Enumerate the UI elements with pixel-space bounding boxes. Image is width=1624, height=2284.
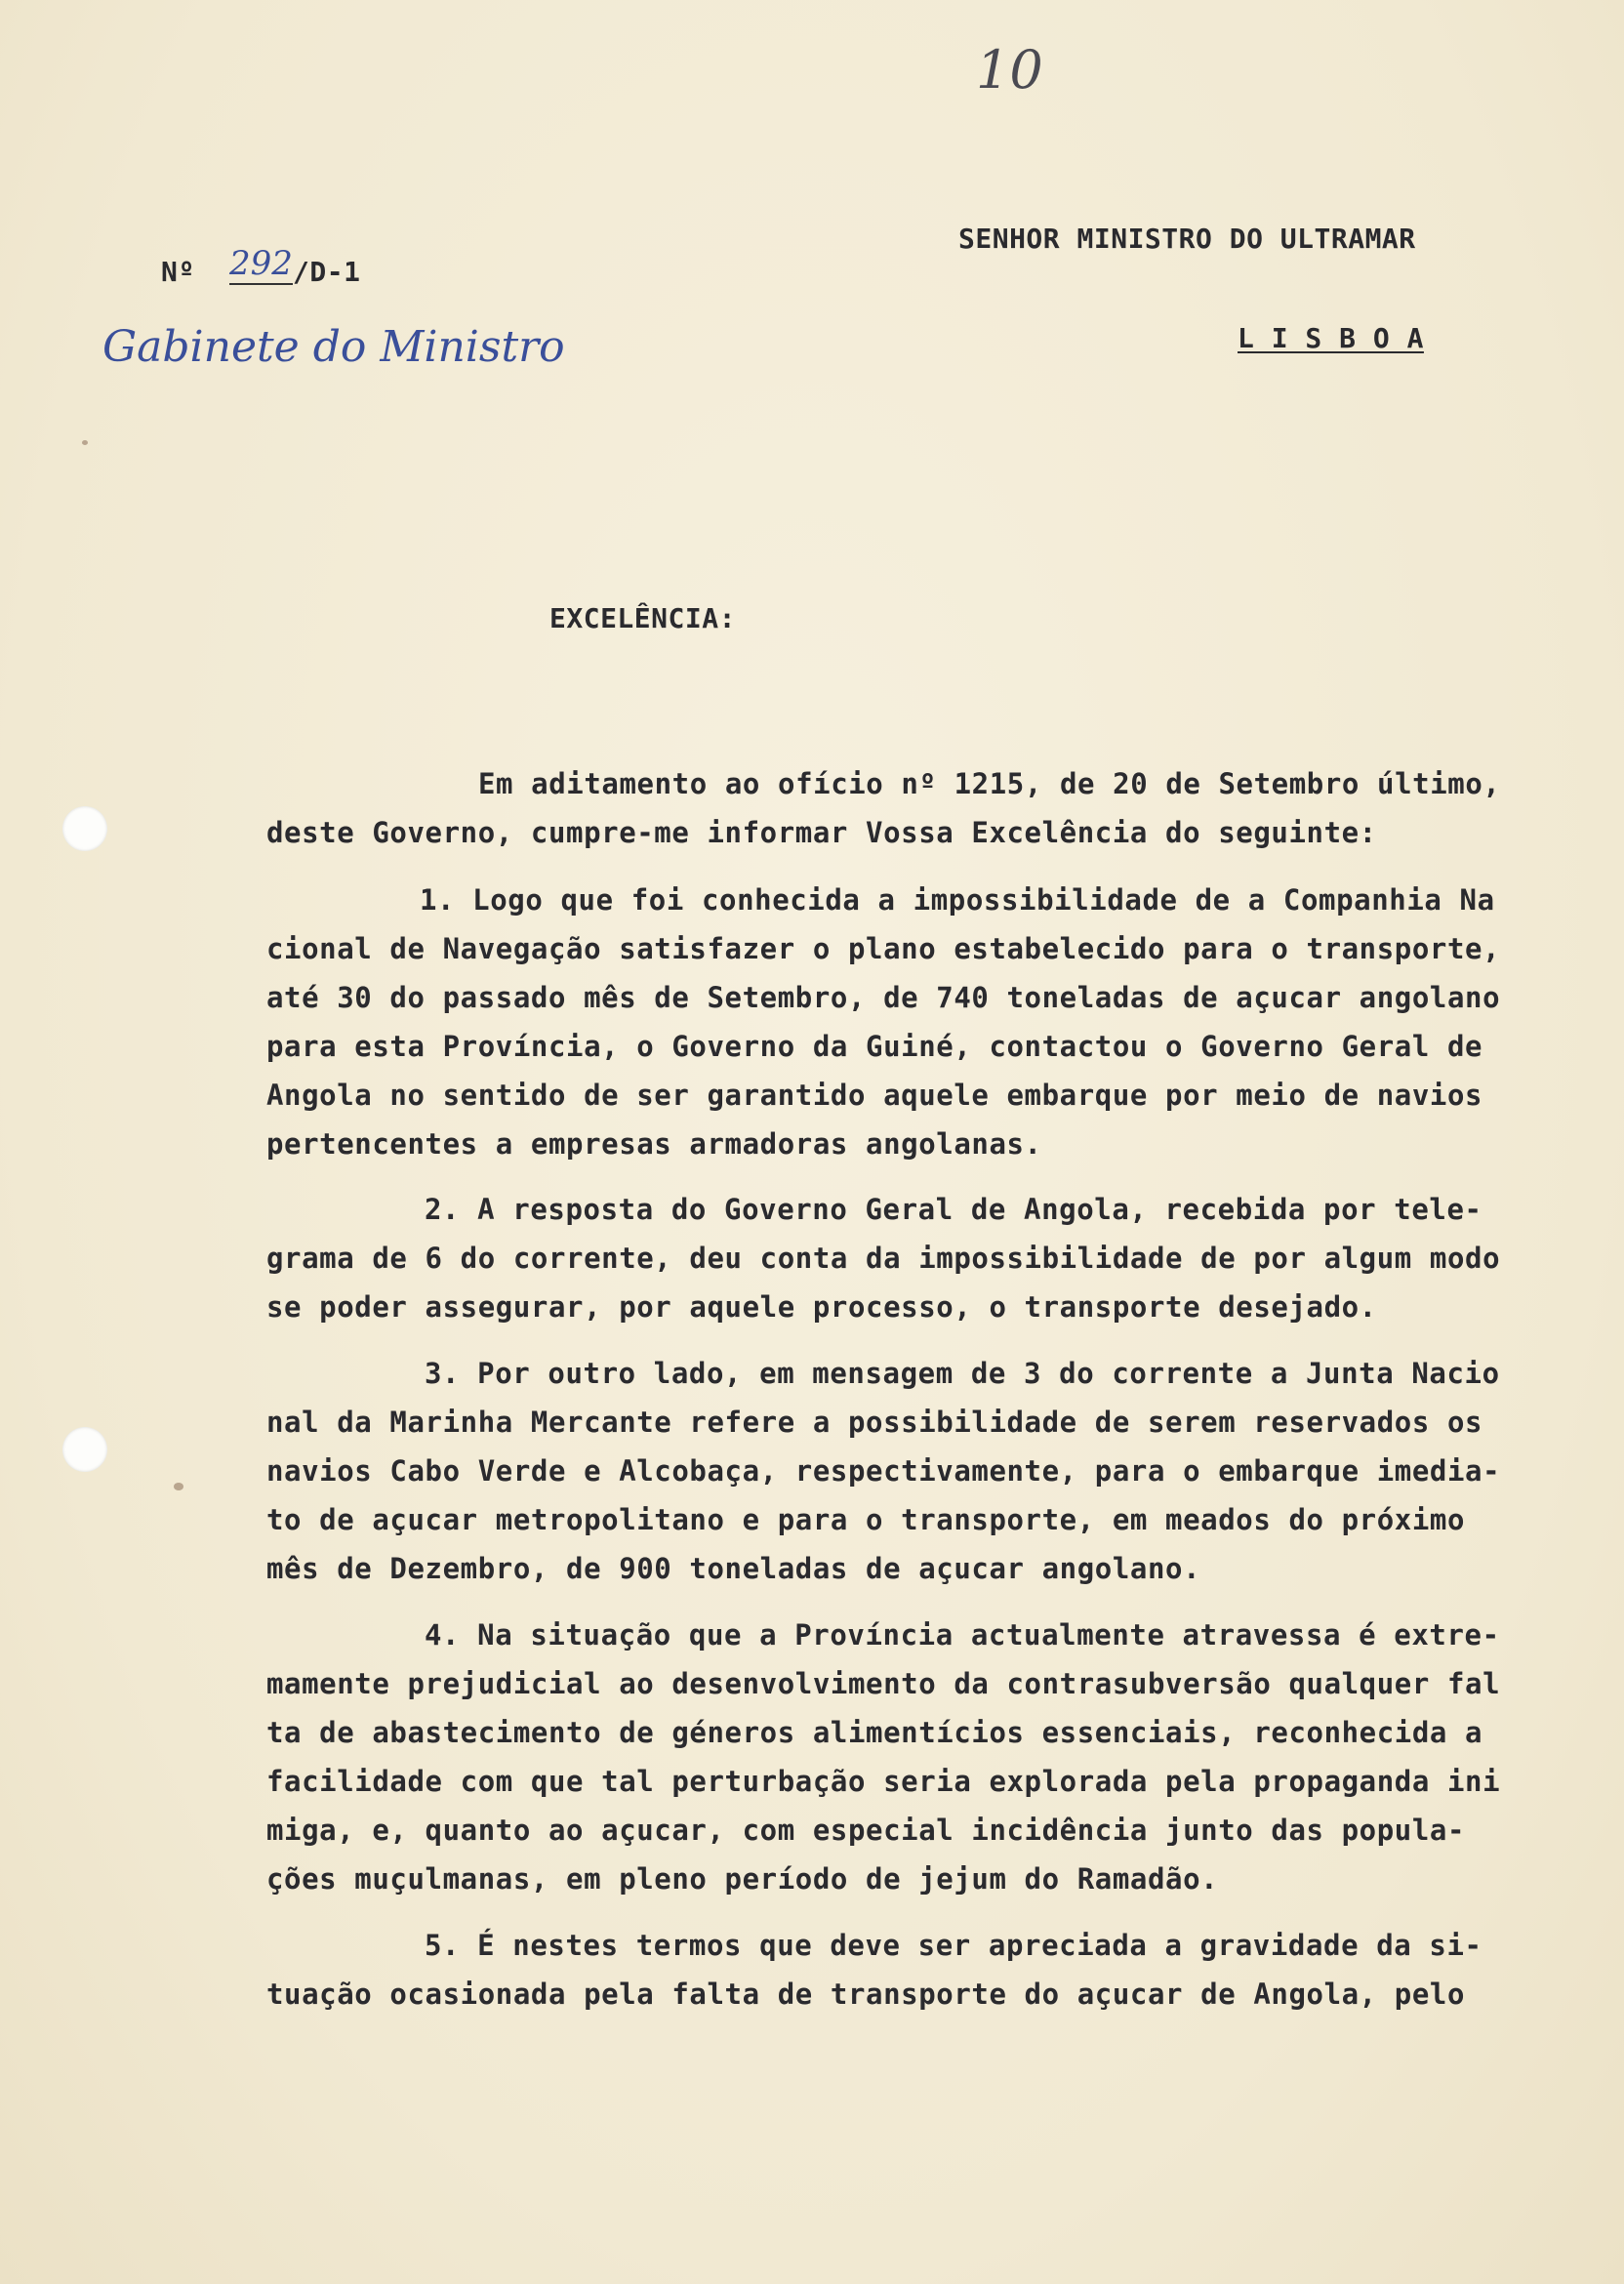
body-line: até 30 do passado mês de Setembro, de 740 toneladas de açucar angolano [266, 981, 1501, 1014]
body-line: ções muçulmanas, em pleno período de jejum do Ramadão. [266, 1862, 1219, 1896]
body-line: 4. Na situação que a Província actualmente atravessa é extre- [425, 1618, 1500, 1652]
body-line: facilidade com que tal perturbação seria explorada pela propaganda ini [266, 1765, 1501, 1798]
body-line: pertencentes a empresas armadoras angolanas. [266, 1127, 1042, 1161]
ink-spot [82, 440, 88, 445]
body-line: 1. Logo que foi conhecida a impossibilidade de a Companhia Na [420, 883, 1495, 917]
body-line: tuação ocasionada pela falta de transporte do açucar de Angola, pelo [266, 1978, 1466, 2011]
body-line: Em aditamento ao ofício nº 1215, de 20 de Setembro último, [478, 767, 1501, 800]
body-line: 3. Por outro lado, em mensagem de 3 do corrente a Junta Nacio [425, 1357, 1500, 1390]
handwritten-note: Gabinete do Ministro [102, 322, 565, 372]
body-line: deste Governo, cumpre-me informar Vossa Excelência do seguinte: [266, 816, 1377, 849]
ink-spot [174, 1483, 183, 1490]
body-line: 2. A resposta do Governo Geral de Angola, recebida por tele- [425, 1193, 1482, 1226]
body-line: Angola no sentido de ser garantido aquele embarque por meio de navios [266, 1079, 1483, 1112]
punch-hole-top [62, 806, 107, 851]
reference-prefix: Nº [161, 256, 195, 288]
body-line: mamente prejudicial ao desenvolvimento da contrasubversão qualquer fal [266, 1667, 1501, 1700]
salutation: EXCELÊNCIA: [549, 602, 736, 634]
body-line: nal da Marinha Mercante refere a possibilidade de serem reservados os [266, 1406, 1483, 1439]
addressee-title: SENHOR MINISTRO DO ULTRAMAR [958, 223, 1416, 255]
body-line: grama de 6 do corrente, deu conta da impossibilidade de por algum modo [266, 1242, 1501, 1275]
handwritten-page-number: 10 [976, 39, 1043, 101]
reference-suffix: /D-1 [293, 256, 361, 288]
body-line: ta de abastecimento de géneros alimentícios essenciais, reconhecida a [266, 1716, 1483, 1749]
body-line: to de açucar metropolitano e para o transporte, em meados do próximo [266, 1503, 1466, 1536]
body-line: se poder assegurar, por aquele processo, o transporte desejado. [266, 1290, 1377, 1324]
addressee-city: L I S B O A [1238, 322, 1424, 354]
body-line: cional de Navegação satisfazer o plano estabelecido para o transporte, [266, 932, 1501, 965]
reference-number: 292 [229, 244, 293, 283]
body-line: miga, e, quanto ao açucar, com especial incidência junto das popula- [266, 1814, 1466, 1847]
punch-hole-bottom [62, 1427, 107, 1472]
body-line: 5. É nestes termos que deve ser apreciada a gravidade da si- [425, 1929, 1482, 1962]
body-line: mês de Dezembro, de 900 toneladas de açucar angolano. [266, 1552, 1201, 1585]
body-line: navios Cabo Verde e Alcobaça, respectivamente, para o embarque imedia- [266, 1454, 1501, 1488]
body-line: para esta Província, o Governo da Guiné, contactou o Governo Geral de [266, 1030, 1483, 1063]
